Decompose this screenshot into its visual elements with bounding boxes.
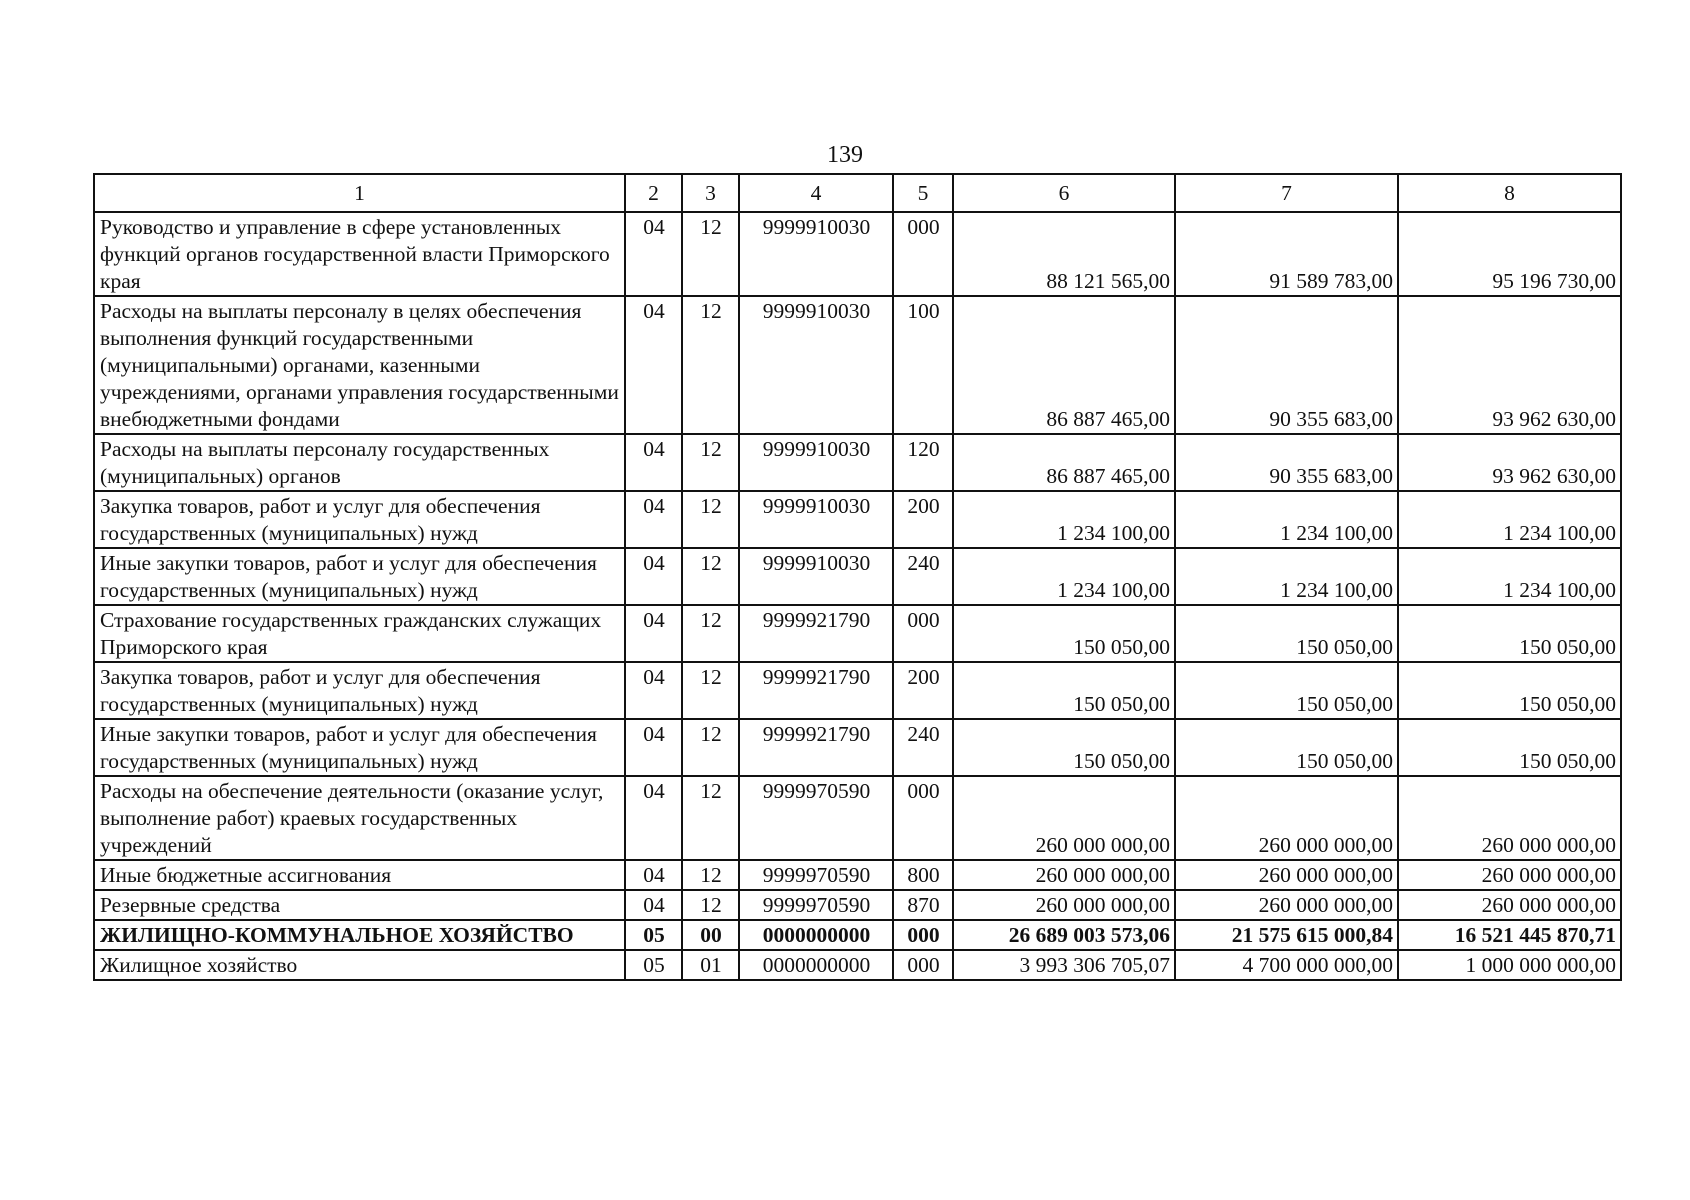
table-row bbox=[94, 212, 1621, 296]
budget-table bbox=[93, 173, 1622, 981]
row-subsection-code: 00 bbox=[682, 920, 739, 950]
row-section-code: 04 bbox=[625, 548, 682, 605]
row-subsection-code: 12 bbox=[682, 434, 739, 491]
row-subsection-code: 12 bbox=[682, 776, 739, 860]
header-row bbox=[94, 174, 1621, 212]
row-name: Расходы на выплаты персоналу государственных (муниципальных) органов bbox=[94, 434, 625, 491]
row-amount-col7: 21 575 615 000,84 bbox=[1175, 920, 1398, 950]
row-target-code: 9999910030 bbox=[739, 491, 893, 548]
row-subsection-code: 12 bbox=[682, 491, 739, 548]
row-expense-type: 120 bbox=[893, 434, 953, 491]
row-target-code: 0000000000 bbox=[739, 920, 893, 950]
column-header: 1 bbox=[94, 174, 625, 212]
row-subsection-code: 12 bbox=[682, 719, 739, 776]
table-row bbox=[94, 890, 1621, 920]
row-expense-type: 200 bbox=[893, 491, 953, 548]
row-name: Расходы на выплаты персоналу в целях обеспечения выполнения функций государственными (муниципальными) органами, казенными учреждениями, органами управления государственными внебюджетными фондами bbox=[94, 296, 625, 434]
row-amount-col7: 1 234 100,00 bbox=[1175, 491, 1398, 548]
row-amount-col6: 26 689 003 573,06 bbox=[953, 920, 1175, 950]
column-header: 7 bbox=[1175, 174, 1398, 212]
row-name: Закупка товаров, работ и услуг для обеспечения государственных (муниципальных) нужд bbox=[94, 662, 625, 719]
row-expense-type: 000 bbox=[893, 776, 953, 860]
row-amount-col6: 88 121 565,00 bbox=[953, 212, 1175, 296]
row-amount-col8: 93 962 630,00 bbox=[1398, 434, 1621, 491]
row-name: Жилищное хозяйство bbox=[94, 950, 625, 980]
column-header: 3 bbox=[682, 174, 739, 212]
row-target-code: 9999910030 bbox=[739, 212, 893, 296]
column-header: 5 bbox=[893, 174, 953, 212]
row-target-code: 9999970590 bbox=[739, 860, 893, 890]
row-expense-type: 800 bbox=[893, 860, 953, 890]
row-subsection-code: 12 bbox=[682, 662, 739, 719]
row-amount-col7: 91 589 783,00 bbox=[1175, 212, 1398, 296]
row-name: Иные закупки товаров, работ и услуг для обеспечения государственных (муниципальных) нужд bbox=[94, 548, 625, 605]
row-amount-col7: 90 355 683,00 bbox=[1175, 296, 1398, 434]
table-row bbox=[94, 776, 1621, 860]
row-amount-col8: 260 000 000,00 bbox=[1398, 860, 1621, 890]
row-amount-col6: 260 000 000,00 bbox=[953, 860, 1175, 890]
row-expense-type: 200 bbox=[893, 662, 953, 719]
row-expense-type: 000 bbox=[893, 950, 953, 980]
row-subsection-code: 12 bbox=[682, 548, 739, 605]
row-target-code: 9999970590 bbox=[739, 890, 893, 920]
row-target-code: 9999921790 bbox=[739, 719, 893, 776]
table-row bbox=[94, 950, 1621, 980]
row-section-code: 04 bbox=[625, 434, 682, 491]
row-amount-col6: 150 050,00 bbox=[953, 662, 1175, 719]
row-amount-col6: 260 000 000,00 bbox=[953, 890, 1175, 920]
row-amount-col6: 3 993 306 705,07 bbox=[953, 950, 1175, 980]
page-number: 139 bbox=[827, 142, 863, 168]
row-section-code: 04 bbox=[625, 296, 682, 434]
row-amount-col6: 150 050,00 bbox=[953, 719, 1175, 776]
table-row bbox=[94, 491, 1621, 548]
row-name: Иные закупки товаров, работ и услуг для обеспечения государственных (муниципальных) нужд bbox=[94, 719, 625, 776]
row-amount-col8: 150 050,00 bbox=[1398, 662, 1621, 719]
row-amount-col8: 16 521 445 870,71 bbox=[1398, 920, 1621, 950]
row-section-code: 04 bbox=[625, 719, 682, 776]
row-amount-col6: 150 050,00 bbox=[953, 605, 1175, 662]
row-subsection-code: 12 bbox=[682, 605, 739, 662]
row-section-code: 04 bbox=[625, 605, 682, 662]
row-amount-col7: 260 000 000,00 bbox=[1175, 890, 1398, 920]
row-amount-col6: 86 887 465,00 bbox=[953, 434, 1175, 491]
column-header: 2 bbox=[625, 174, 682, 212]
row-amount-col6: 1 234 100,00 bbox=[953, 491, 1175, 548]
row-section-code: 05 bbox=[625, 920, 682, 950]
row-section-code: 04 bbox=[625, 662, 682, 719]
row-amount-col7: 260 000 000,00 bbox=[1175, 860, 1398, 890]
row-amount-col6: 86 887 465,00 bbox=[953, 296, 1175, 434]
row-name: Страхование государственных гражданских служащих Приморского края bbox=[94, 605, 625, 662]
table-row bbox=[94, 296, 1621, 434]
row-section-code: 04 bbox=[625, 212, 682, 296]
row-expense-type: 100 bbox=[893, 296, 953, 434]
row-name: Закупка товаров, работ и услуг для обеспечения государственных (муниципальных) нужд bbox=[94, 491, 625, 548]
row-name: Резервные средства bbox=[94, 890, 625, 920]
row-amount-col7: 150 050,00 bbox=[1175, 662, 1398, 719]
row-amount-col8: 1 000 000 000,00 bbox=[1398, 950, 1621, 980]
column-header: 6 bbox=[953, 174, 1175, 212]
row-target-code: 9999921790 bbox=[739, 662, 893, 719]
row-expense-type: 870 bbox=[893, 890, 953, 920]
row-section-code: 04 bbox=[625, 890, 682, 920]
row-amount-col8: 1 234 100,00 bbox=[1398, 491, 1621, 548]
row-expense-type: 000 bbox=[893, 212, 953, 296]
table-row bbox=[94, 605, 1621, 662]
row-target-code: 0000000000 bbox=[739, 950, 893, 980]
row-subsection-code: 12 bbox=[682, 296, 739, 434]
row-amount-col7: 4 700 000 000,00 bbox=[1175, 950, 1398, 980]
row-amount-col6: 1 234 100,00 bbox=[953, 548, 1175, 605]
table-row bbox=[94, 662, 1621, 719]
row-target-code: 9999910030 bbox=[739, 296, 893, 434]
row-name: Руководство и управление в сфере установленных функций органов государственной власти Приморского края bbox=[94, 212, 625, 296]
row-amount-col7: 90 355 683,00 bbox=[1175, 434, 1398, 491]
table-row bbox=[94, 548, 1621, 605]
row-name: Иные бюджетные ассигнования bbox=[94, 860, 625, 890]
row-amount-col7: 150 050,00 bbox=[1175, 719, 1398, 776]
row-subsection-code: 12 bbox=[682, 860, 739, 890]
row-section-code: 04 bbox=[625, 491, 682, 548]
table-row bbox=[94, 860, 1621, 890]
row-expense-type: 000 bbox=[893, 920, 953, 950]
row-name: ЖИЛИЩНО-КОММУНАЛЬНОЕ ХОЗЯЙСТВО bbox=[94, 920, 625, 950]
row-section-code: 05 bbox=[625, 950, 682, 980]
row-expense-type: 000 bbox=[893, 605, 953, 662]
row-target-code: 9999970590 bbox=[739, 776, 893, 860]
row-subsection-code: 12 bbox=[682, 212, 739, 296]
row-amount-col8: 1 234 100,00 bbox=[1398, 548, 1621, 605]
row-subsection-code: 01 bbox=[682, 950, 739, 980]
row-target-code: 9999910030 bbox=[739, 434, 893, 491]
row-amount-col8: 93 962 630,00 bbox=[1398, 296, 1621, 434]
table-row bbox=[94, 434, 1621, 491]
row-amount-col8: 150 050,00 bbox=[1398, 605, 1621, 662]
row-amount-col8: 260 000 000,00 bbox=[1398, 890, 1621, 920]
row-amount-col8: 260 000 000,00 bbox=[1398, 776, 1621, 860]
row-target-code: 9999921790 bbox=[739, 605, 893, 662]
row-target-code: 9999910030 bbox=[739, 548, 893, 605]
row-name: Расходы на обеспечение деятельности (оказание услуг, выполнение работ) краевых государственных учреждений bbox=[94, 776, 625, 860]
row-subsection-code: 12 bbox=[682, 890, 739, 920]
row-amount-col7: 1 234 100,00 bbox=[1175, 548, 1398, 605]
row-amount-col8: 150 050,00 bbox=[1398, 719, 1621, 776]
column-header: 8 bbox=[1398, 174, 1621, 212]
row-amount-col7: 260 000 000,00 bbox=[1175, 776, 1398, 860]
row-amount-col6: 260 000 000,00 bbox=[953, 776, 1175, 860]
table-row-section-total bbox=[94, 920, 1621, 950]
row-expense-type: 240 bbox=[893, 719, 953, 776]
table-row bbox=[94, 719, 1621, 776]
row-amount-col8: 95 196 730,00 bbox=[1398, 212, 1621, 296]
row-section-code: 04 bbox=[625, 776, 682, 860]
row-expense-type: 240 bbox=[893, 548, 953, 605]
column-header: 4 bbox=[739, 174, 893, 212]
row-amount-col7: 150 050,00 bbox=[1175, 605, 1398, 662]
row-section-code: 04 bbox=[625, 860, 682, 890]
